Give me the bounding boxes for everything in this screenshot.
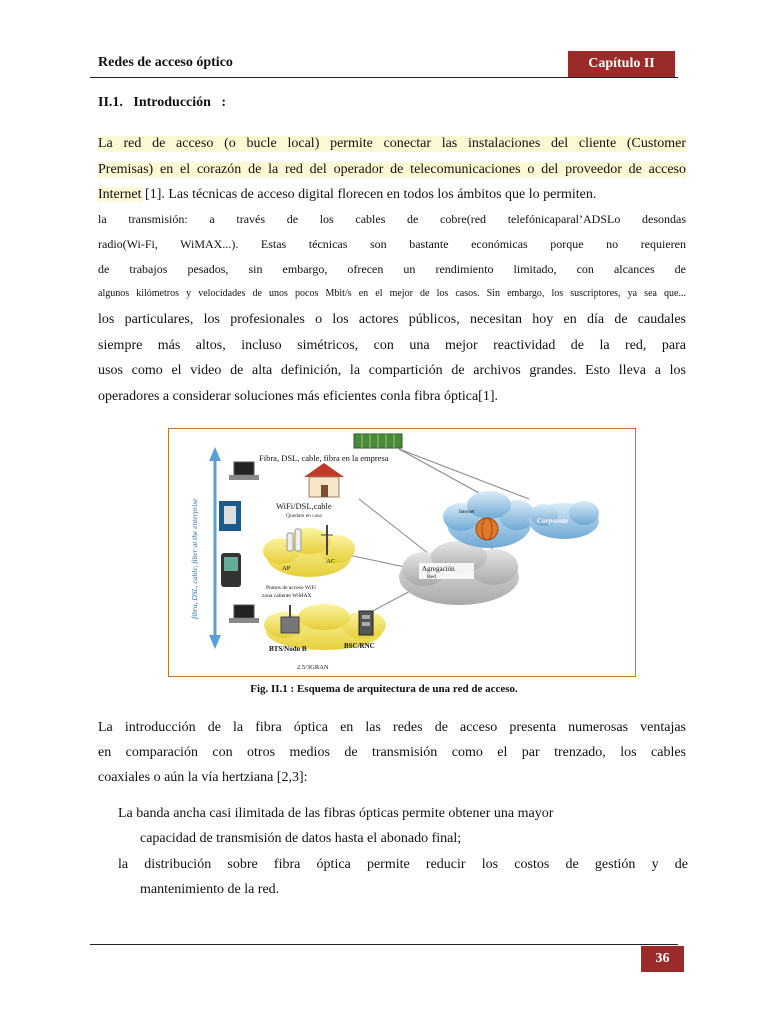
header-divider: [90, 77, 678, 78]
hotspot-label: Puntos de acceso WiFi: [266, 585, 316, 591]
laptop-icon: [229, 462, 259, 480]
figure-caption: Fig. II.1 : Esquema de arquitectura de una red de acceso.: [250, 683, 518, 695]
running-header-title: Redes de acceso óptico: [98, 55, 233, 70]
bts-tower-icon: [281, 605, 299, 633]
pda-icon: [219, 501, 241, 531]
laptop-icon: [229, 605, 259, 623]
paragraph-line: de trabajos pesados, sin embargo, ofrecen un rendimiento limitado, con alcances de: [98, 262, 686, 276]
side-arrow: [190, 447, 221, 649]
bsc-rack-icon: [359, 611, 373, 635]
bullet-item: [118, 806, 553, 822]
internet-label: Internet: [459, 510, 475, 515]
text-span: [1]. Las técnicas de acceso digital florecen en todos los ámbitos que lo permiten.: [141, 187, 597, 202]
bullet-item: [118, 857, 688, 873]
paragraph-line: algunos kilómetros y velocidades de unos pocos Mbit/s en el mejor de los casos. Sin embargo, los suscriptores, ya sea que...: [98, 288, 686, 299]
ran-label: 2.5/3GRAN: [297, 664, 329, 671]
section-heading: II.1. Introducción :: [98, 95, 227, 110]
paragraph-line: siempre más altos, incluso simétricos, con una mejor reactividad de la red, para: [98, 338, 686, 353]
hotspot-label: zona caliente WiMAX: [262, 593, 312, 599]
bts-label: BTS/Nodo B: [269, 645, 307, 653]
paragraph-line: La introducción de la fibra óptica en las redes de acceso presenta numerosas ventajas: [98, 720, 686, 735]
bullet-text: la distribución sobre fibra óptica permite reducir los costos de gestión y de: [118, 857, 688, 872]
bullet-text: La banda ancha casi ilimitada de las fibras ópticas permite obtener una mayor: [118, 806, 554, 821]
paragraph-line: coaxiales o aún la vía hertziana [2,3]:: [98, 770, 308, 785]
paragraph-line: en comparación con otros medios de transmisión como el par trenzado, los cables: [98, 745, 686, 760]
bullet-continuation: capacidad de transmisión de datos hasta el abonado final;: [140, 831, 462, 846]
ap-label: AP: [282, 565, 291, 572]
corporate-label: Corporate: [537, 516, 569, 525]
side-label: fibra, DSL, cable, fiber at the enterprise: [190, 498, 199, 619]
aggregation-label: Red: [427, 574, 436, 580]
footer-divider: [90, 944, 678, 945]
house-icon: [304, 463, 344, 497]
network-diagram: [169, 429, 635, 676]
paragraph-line: radio(Wi-Fi, WiMAX...). Estas técnicas son bastante económicas porque no requieren: [98, 237, 686, 251]
home-label: Quedate en casa: [286, 513, 322, 519]
bullet-continuation: mantenimiento de la red.: [140, 882, 280, 897]
ac-label: AC: [326, 558, 336, 565]
network-architecture-figure: [168, 428, 636, 677]
paragraph-line: La red de acceso (o bucle local) permite conectar las instalaciones del cliente (Customer: [98, 136, 686, 151]
paragraph-line: [98, 187, 686, 203]
paragraph-line: operadores a considerar soluciones más eficientes conla fibra óptica[1].: [98, 389, 498, 404]
paragraph-line: Premisas) en el corazón de la red del operador de telecomunicaciones o del proveedor de acceso: [98, 162, 686, 177]
bsc-label: BSC/RNC: [344, 642, 375, 650]
wifi-label: WiFi/DSL,cable: [276, 501, 332, 511]
globe-icon: [476, 518, 498, 540]
paragraph-line: usos como el video de alta definición, la compartición de archivos grandes. Esto lleva a los: [98, 363, 686, 378]
highlighted-text: Internet: [98, 187, 142, 202]
hotspot-cloud: [263, 528, 355, 577]
paragraph-line: los particulares, los profesionales o los actores públicos, necesitan hoy en día de caudales: [98, 312, 686, 327]
aggregation-label: Agregación: [422, 565, 455, 573]
server-rack-icon: [354, 434, 402, 448]
chapter-badge: Capítulo II: [568, 51, 675, 77]
phone-icon: [221, 553, 241, 587]
page-number: 36: [641, 946, 684, 972]
top-label: Fibra, DSL, cable, fibra en la empresa: [259, 453, 389, 463]
paragraph-line: la transmisión: a través de los cables de cobre(red telefónicaparal’ADSLo desondas: [98, 212, 686, 226]
